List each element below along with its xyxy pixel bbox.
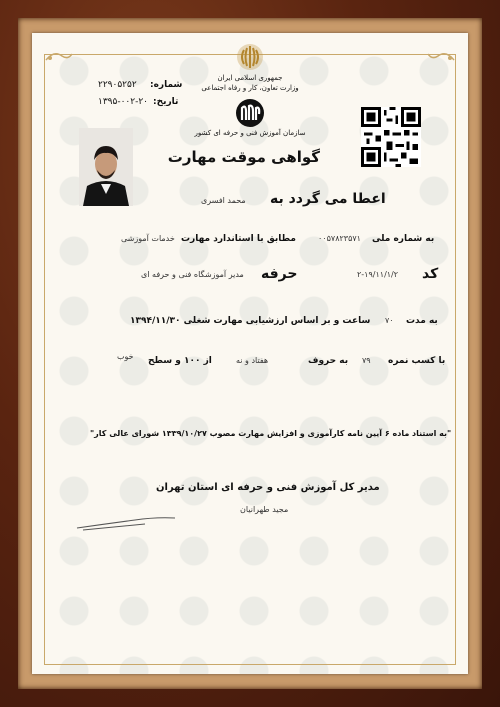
code-value: ۲-۱۹/۱۱/۱/۲: [357, 270, 399, 279]
level-value: خوب: [117, 352, 134, 361]
holder-photo: [79, 128, 133, 206]
profession-label: حرفه: [261, 266, 298, 282]
number-value: ۲۲۹۰۵۲۵۲: [98, 80, 137, 90]
date-label: تاریخ:: [153, 97, 179, 107]
awarded-label: اعطا می گردد به: [270, 191, 386, 207]
signature: [75, 510, 185, 534]
profession-value: مدیر آموزشگاه فنی و حرفه ای: [141, 270, 244, 279]
country-name: جمهوری اسلامی ایران: [217, 74, 283, 82]
national-id-label: به شماره ملی: [372, 234, 435, 244]
organization-name: سازمان آموزش فنی و حرفه ای کشور: [194, 129, 306, 137]
score-value: ۷۹: [362, 356, 371, 365]
iran-emblem-icon: [234, 42, 266, 72]
duration-label: به مدت: [406, 316, 438, 326]
standard-label: مطابق با استاندارد مهارت: [181, 234, 296, 244]
assessment-text: ساعت و بر اساس ارزشیابی مهارت شغلی ۱۳۹۴/۱۱/۳۰: [130, 316, 371, 326]
signatory-name: مجید طهرانیان: [240, 505, 289, 514]
date-value: ۱۳۹۵-۰۰۲-۲۰: [98, 97, 149, 107]
score-label: با کسب نمره: [388, 356, 446, 366]
in-words-value: هفتاد و نه: [236, 356, 269, 365]
in-words-label: به حروف: [308, 356, 349, 366]
duration-value: ۷۰: [385, 316, 394, 325]
code-label: کد: [422, 266, 439, 282]
ministry-name: وزارت تعاون، کار و رفاه اجتماعی: [201, 84, 299, 92]
corner-ornament-top-right: [426, 48, 456, 68]
standard-value: خدمات آموزشی: [121, 234, 175, 243]
tvto-logo-icon: [233, 98, 267, 128]
legal-note: "به استناد ماده ۶ آیین نامه کارآموزی و افزایش مهارت مصوب ۱۳۳۹/۱۰/۲۷ شورای عالی کار": [90, 429, 452, 438]
number-label: شماره:: [150, 80, 183, 90]
awarded-name: محمد افسری: [201, 196, 246, 205]
out-of-label: از ۱۰۰ و سطح: [148, 356, 212, 366]
signatory-title: مدیر کل آموزش فنی و حرفه ای استان تهران: [156, 482, 380, 493]
certificate-title: گواهی موقت مهارت: [167, 148, 320, 166]
national-id-value: ۰۰۵۷۸۲۳۵۷۱: [318, 234, 361, 243]
qr-code[interactable]: [361, 107, 421, 167]
corner-ornament-top-left: [44, 48, 74, 68]
